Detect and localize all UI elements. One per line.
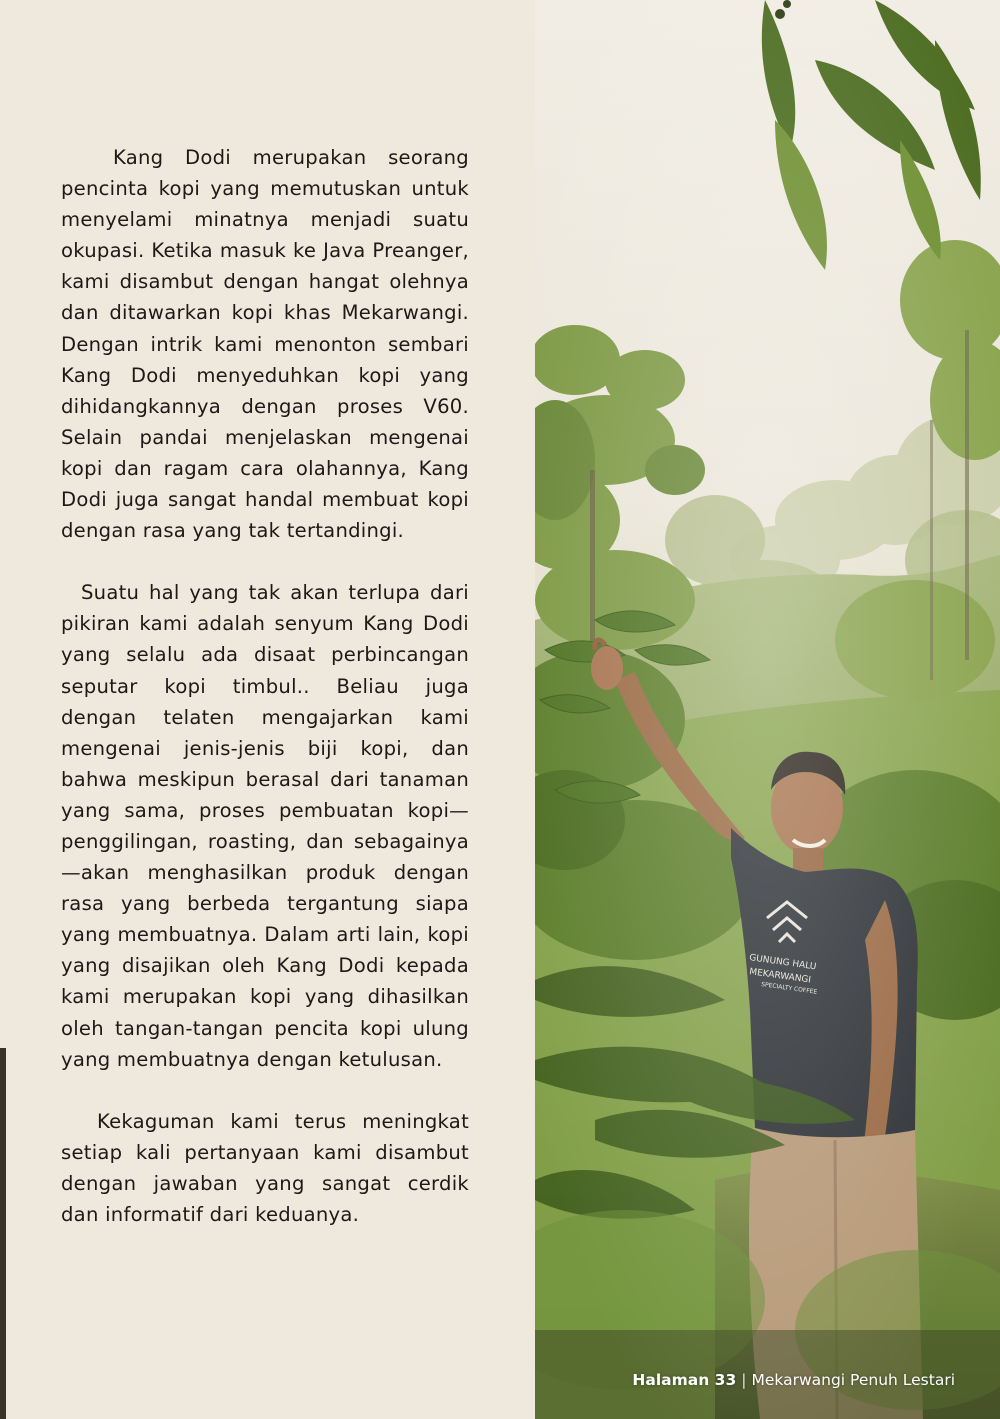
photo-illustration: [535, 0, 1000, 1419]
article-body: [61, 142, 469, 1230]
page-footer: [632, 1371, 955, 1389]
adjacent-page-edge: [0, 1048, 6, 1419]
footer-separator: |: [741, 1371, 747, 1389]
paragraph-1: Kang Dodi merupakan seorang pencinta kopi yang memutuskan untuk menyelami minatnya menjadi suatu okupasi. Ketika masuk ke Java Preanger, kami disambut dengan hangat olehnya dan ditawarkan kopi khas Mekarwangi. Dengan intrik kami menonton sembari Kang Dodi menyeduhkan kopi yang dihidangkannya dengan proses V60. Selain pandai menjelaskan mengenai kopi dan ragam cara olahannya, Kang Dodi juga sangat handal membuat kopi dengan rasa yang tak tertandingi.: [61, 146, 469, 543]
page-number: Halaman 33: [632, 1371, 737, 1389]
paragraph-3: Kekaguman kami terus meningkat setiap kali pertanyaan kami disambut dengan jawaban yang sangat cerdik dan informatif dari keduanya.: [61, 1109, 469, 1226]
publication-title: Mekarwangi Penuh Lestari: [751, 1371, 955, 1389]
paragraph-2: Suatu hal yang tak akan terlupa dari pikiran kami adalah senyum Kang Dodi yang selalu ada disaat perbincangan seputar kopi timbul.. Beliau juga dengan telaten mengajarkan kami mengenai jenis-jenis biji kopi, dan bahwa meskipun berasal dari tanaman yang sama, proses pembuatan kopi—penggilingan, roasting, dan sebagainya—akan menghasilkan produk dengan rasa yang berbeda tergantung siapa yang membuatnya. Dalam arti lain, kopi yang disajikan oleh Kang Dodi kepada kami merupakan kopi yang dihasilkan oleh tangan-tangan pencita kopi ulung yang membuatnya dengan ketulusan.: [61, 581, 469, 1071]
photo-coffee-farmer: [535, 0, 1000, 1419]
